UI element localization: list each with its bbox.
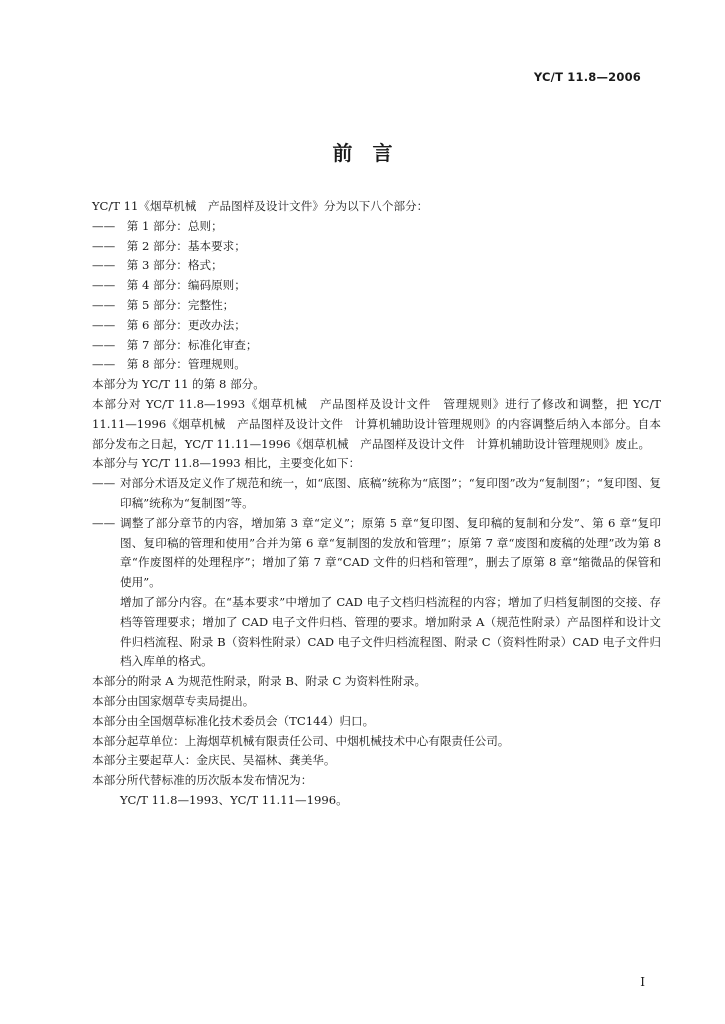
closing-line: 本部分起草单位：上海烟草机械有限责任公司、中烟机械技术中心有限责任公司。: [92, 733, 510, 748]
page-title: 前 言: [332, 141, 393, 165]
changes-intro: 本部分与 YC/T 11.8—1993 相比，主要变化如下：: [92, 456, 361, 471]
parts-list-item: —— 第 3 部分：格式；: [92, 258, 223, 273]
change-item-text: 对部分术语及定义作了规范和统一，如“底图、底稿”统称为“底图”；“复印图”改为“复制图”；“复印图、复印稿”统称为“复制图”等。: [120, 476, 661, 510]
closing-line: 本部分所代替标准的历次版本发布情况为：: [92, 773, 313, 788]
change-extra-paragraph: 增加了部分内容。在“基本要求”中增加了 CAD 电子文档归档流程的内容；增加了归档复制图的交接、存档等管理要求；增加了 CAD 电子文件归档、管理的要求。增加附录 A（规范性附录）产品图样和设计文件归档流程、附录 B（资料性附录）CAD 电子文件归档流程图、附录 C（资料性附录）CAD 电子文件归档入库单的格式。: [120, 594, 661, 669]
closing-line: 本部分主要起草人：金庆民、吴福林、龚美华。: [92, 753, 336, 768]
parts-list-item: —— 第 1 部分：总则；: [92, 218, 223, 233]
parts-list-item: —— 第 7 部分：标准化审查；: [92, 337, 258, 352]
closing-line: 本部分的附录 A 为规范性附录，附录 B、附录 C 为资料性附录。: [92, 674, 427, 689]
parts-list: [78, 217, 661, 375]
revision-paragraph: 本部分对 YC/T 11.8—1993《烟草机械 产品图样及设计文件 管理规则》进行了修改和调整，把 YC/T 11.11—1996《烟草机械 产品图样及设计文件 计算机辅助设计管理规则》的内容调整后纳入本部分。自本部分发布之日起，YC/T 11.11—1996《烟草机械 产品图样及设计文件 计算机辅助设计管理规则》废止。: [92, 396, 661, 451]
change-item-text: 调整了部分章节的内容，增加第 3 章“定义”；原第 5 章“复印图、复印稿的复制和分发”、第 6 章“复印图、复印稿的管理和使用”合并为第 6 章“复制图的发放和管理”；原第 7 章“废图和废稿的处理”改为第 8 章“作废图样的处理程序”；增加了第 7 章“CAD 文件的归档和管理”，删去了原第 8 章“缩微品的保管和使用”。: [120, 515, 661, 590]
change-item: [78, 474, 661, 514]
parts-list-item: —— 第 8 部分：管理规则。: [92, 357, 246, 372]
change-item-marker: ——: [92, 476, 116, 491]
closing-line: 本部分由全国烟草标准化技术委员会（TC144）归口。: [92, 713, 375, 728]
change-item-marker: ——: [92, 515, 116, 530]
standard-code: YC/T 11.8—2006: [533, 70, 641, 84]
closing-line: 本部分由国家烟草专卖局提出。: [92, 693, 255, 708]
page-number: I: [640, 975, 645, 989]
parts-list-item: —— 第 2 部分：基本要求；: [92, 238, 246, 253]
foreword-body: [78, 197, 661, 811]
history-line: YC/T 11.8—1993、YC/T 11.11—1996。: [120, 792, 348, 807]
intro-paragraph: YC/T 11《烟草机械 产品图样及设计文件》分为以下八个部分：: [92, 199, 429, 213]
change-item: [78, 514, 661, 593]
parts-list-item: —— 第 5 部分：完整性；: [92, 297, 235, 312]
parts-list-item: —— 第 4 部分：编码原则；: [92, 278, 246, 293]
part-statement: 本部分为 YC/T 11 的第 8 部分。: [92, 377, 265, 392]
parts-list-item: —— 第 6 部分：更改办法；: [92, 317, 246, 332]
